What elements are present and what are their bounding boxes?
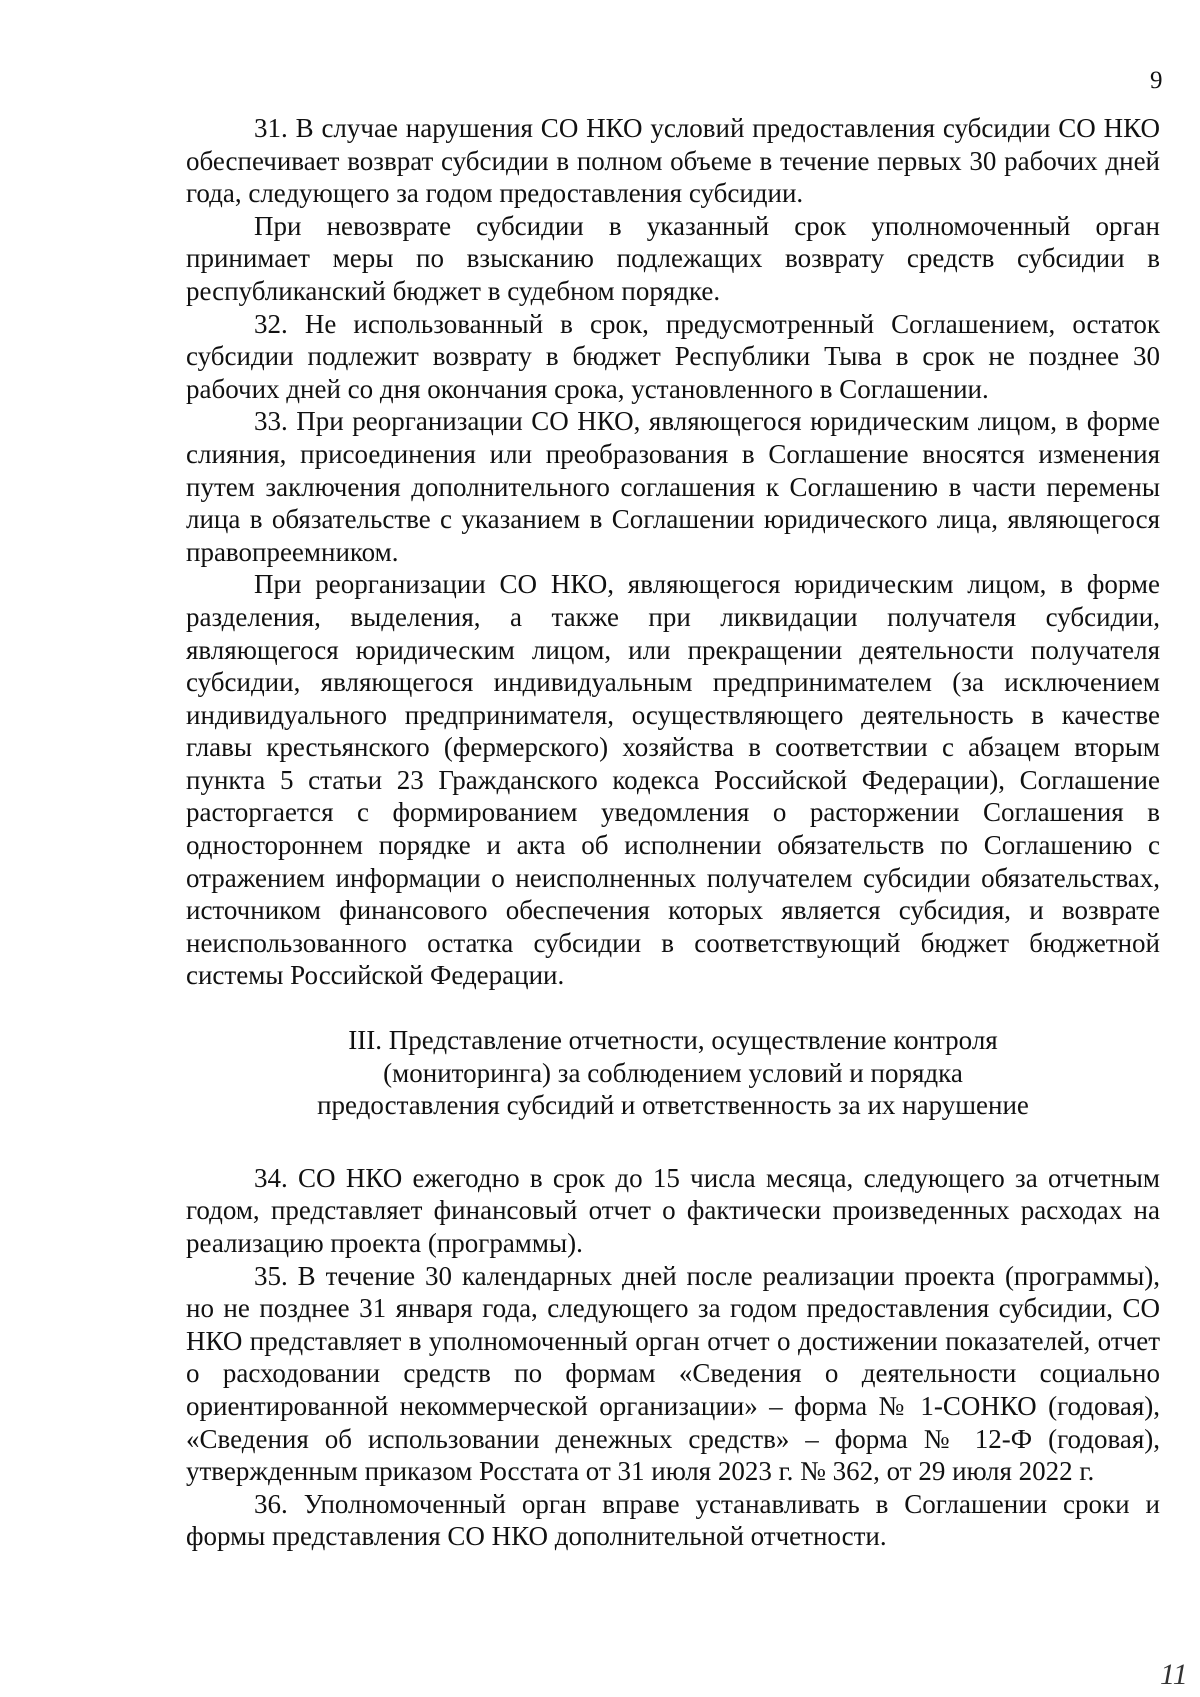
document-body — [186, 112, 1160, 1553]
paragraph-31-non-return: При невозврате субсидии в указанный срок уполномоченный орган принимает меры по взысканию подлежащих возврату средств субсидии в республиканский бюджет в судебном порядке. — [186, 210, 1160, 306]
handwritten-page-mark: 11 — [1160, 1658, 1188, 1691]
paragraph-31: 31. В случае нарушения СО НКО условий предоставления субсидии СО НКО обеспечивает возврат субсидии в полном объеме в течение первых 30 рабочих дней года, следующего за годом предоставления субсидии. — [186, 113, 1160, 209]
section-heading-line: (мониторинга) за соблюдением условий и порядка — [383, 1057, 963, 1088]
section-heading — [186, 1024, 1160, 1122]
paragraph-33: 33. При реорганизации СО НКО, являющегося юридическим лицом, в форме слияния, присоединения или преобразования в Соглашение вносятся изменения путем заключения дополнительного соглашения к Соглашению в части перемены лица в обязательстве с указанием в Соглашении юридического лица, являющегося правопреемником. — [186, 406, 1160, 567]
section-heading-line: предоставления субсидий и ответственность за их нарушение — [317, 1090, 1029, 1121]
page-number: 9 — [1150, 67, 1163, 94]
paragraph-33-reorganization: При реорганизации СО НКО, являющегося юридическим лицом, в форме разделения, выделения, а также при ликвидации получателя субсидии, являющегося юридическим лицом, или прекращении деятельности получателя субсидии, являющегося индивидуальным предпринимателем (за исключением индивидуального предпринимателя, осуществляющего деятельность в качестве главы крестьянского (фермерского) хозяйства в соответствии с абзацем вторым пункта 5 статьи 23 Гражданского кодекса Российской Федерации), Соглашение расторгается с формированием уведомления о расторжении Соглашения в одностороннем порядке и акта об исполнении обязательств по Соглашению с отражением информации о неисполненных получателем субсидии обязательствах, источником финансового обеспечения которых является субсидия, и возврате неиспользованного остатка субсидии в соответствующий бюджет бюджетной системы Российской Федерации. — [186, 569, 1160, 991]
section-heading-line: III. Представление отчетности, осуществление контроля — [348, 1025, 998, 1056]
paragraph-32: 32. Не использованный в срок, предусмотренный Соглашением, остаток субсидии подлежит возврату в бюджет Республики Тыва в срок не позднее 30 рабочих дней со дня окончания срока, установленного в Соглашении. — [186, 308, 1160, 404]
paragraph-35: 35. В течение 30 календарных дней после реализации проекта (программы), но не позднее 31 января года, следующего за годом предоставления субсидии, СО НКО представляет в уполномоченный орган отчет о достижении показателей, отчет о расходовании средств по формам «Сведения о деятельности социально ориентированной некоммерческой организации» – форма № 1-СОНКО (годовая), «Сведения об использовании денежных средств» – форма № 12-Ф (годовая), утвержденным приказом Росстата от 31 июля 2023 г. № 362, от 29 июля 2022 г. — [186, 1260, 1160, 1487]
paragraph-34: 34. СО НКО ежегодно в срок до 15 числа месяца, следующего за отчетным годом, представляет финансовый отчет о фактически произведенных расходах на реализацию проекта (программы). — [186, 1162, 1160, 1258]
paragraph-36: 36. Уполномоченный орган вправе устанавливать в Соглашении сроки и формы представления СО НКО дополнительной отчетности. — [186, 1488, 1160, 1552]
